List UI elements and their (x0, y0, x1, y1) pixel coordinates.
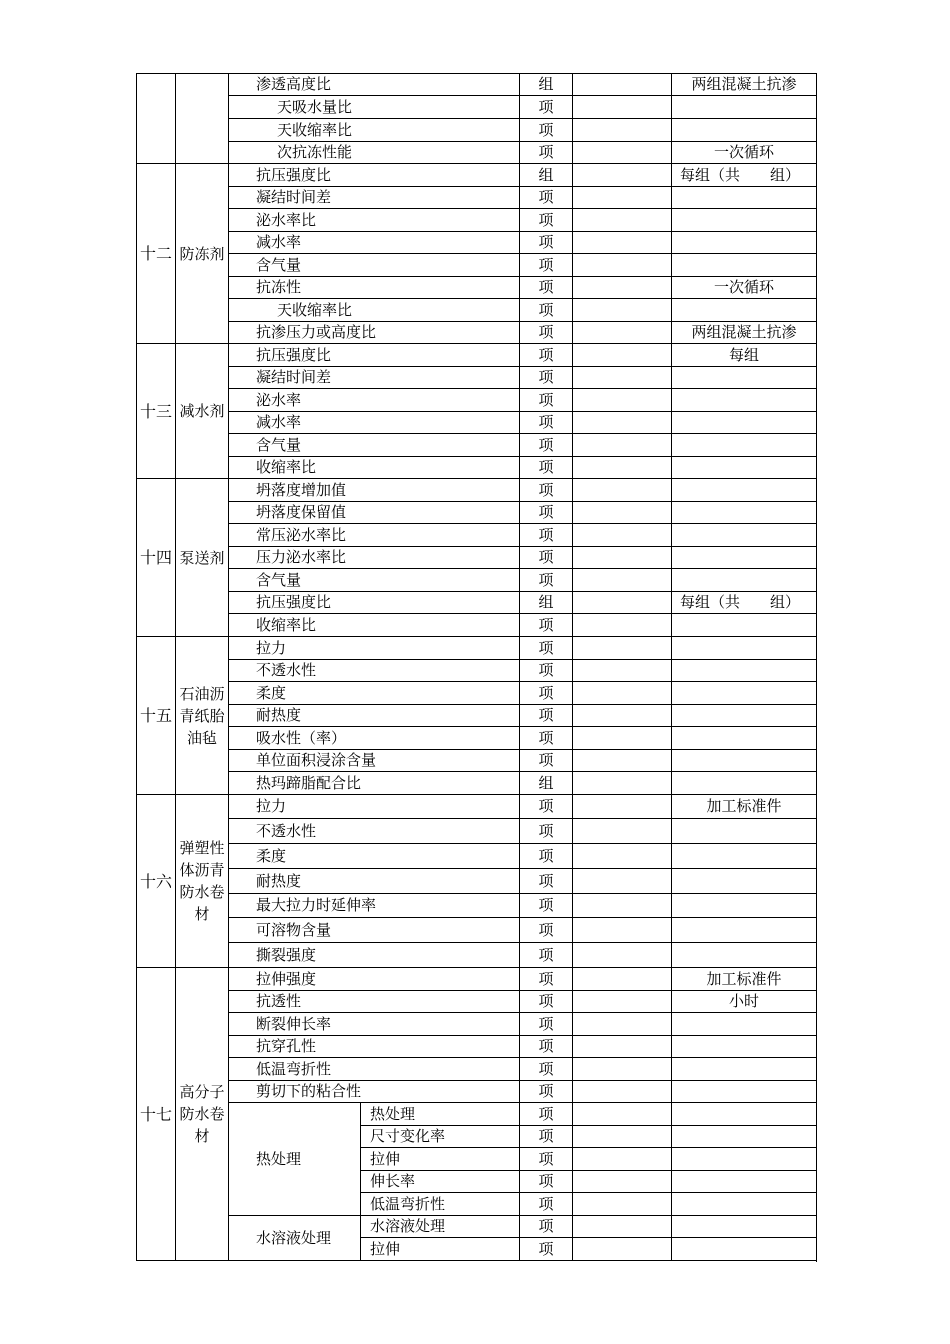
item-name: 泌水率 (229, 389, 520, 412)
item-name: 热玛蹄脂配合比 (229, 772, 520, 795)
item-name: 耐热度 (229, 705, 520, 727)
quantity-cell (573, 389, 672, 412)
item-name: 凝结时间差 (229, 187, 520, 209)
unit-cell: 项 (520, 1081, 573, 1103)
group-number: 十七 (137, 968, 176, 1261)
item-name: 低温弯折性 (229, 1058, 520, 1081)
table-row (137, 209, 817, 232)
remark-cell: 每组 (672, 344, 817, 367)
quantity-cell (573, 434, 672, 457)
remark-cell (672, 547, 817, 569)
remark-cell: 小时 (672, 991, 817, 1013)
unit-cell: 项 (520, 682, 573, 705)
quantity-cell (573, 943, 672, 968)
item-name: 抗压强度比 (229, 592, 520, 614)
table-row (137, 74, 817, 96)
unit-cell: 项 (520, 277, 573, 299)
item-name: 不透水性 (229, 819, 520, 844)
unit-cell: 项 (520, 479, 573, 502)
subgroup-label: 水溶液处理 (229, 1216, 361, 1261)
unit-cell: 项 (520, 1126, 573, 1148)
quantity-cell (573, 277, 672, 299)
quantity-cell (573, 844, 672, 869)
unit-cell: 项 (520, 187, 573, 209)
remark-cell (672, 637, 817, 660)
table-row (137, 569, 817, 592)
table-row (137, 750, 817, 772)
unit-cell: 项 (520, 502, 573, 524)
unit-cell: 项 (520, 660, 573, 682)
quantity-cell (573, 344, 672, 367)
table-row (137, 819, 817, 844)
remark-cell (672, 727, 817, 750)
unit-cell: 组 (520, 772, 573, 795)
quantity-cell (573, 96, 672, 119)
sub-item-name: 拉伸 (361, 1238, 520, 1261)
group-number: 十五 (137, 637, 176, 795)
unit-cell: 组 (520, 592, 573, 614)
sub-item-name: 伸长率 (361, 1171, 520, 1193)
unit-cell: 项 (520, 322, 573, 344)
unit-cell: 项 (520, 819, 573, 844)
unit-cell: 项 (520, 232, 573, 254)
sub-item-name: 低温弯折性 (361, 1193, 520, 1216)
sub-item-name: 拉伸 (361, 1148, 520, 1171)
item-name: 坍落度增加值 (229, 479, 520, 502)
table-row (137, 434, 817, 457)
remark-cell (672, 457, 817, 479)
item-name: 常压泌水率比 (229, 524, 520, 547)
right-border-line (816, 73, 817, 1262)
unit-cell: 项 (520, 637, 573, 660)
table-row (137, 277, 817, 299)
quantity-cell (573, 367, 672, 389)
item-name: 凝结时间差 (229, 367, 520, 389)
remark-cell (672, 1036, 817, 1058)
remark-cell (672, 119, 817, 142)
unit-cell: 项 (520, 943, 573, 968)
unit-cell: 项 (520, 918, 573, 943)
unit-cell: 项 (520, 254, 573, 277)
quantity-cell (573, 1193, 672, 1216)
quantity-cell (573, 457, 672, 479)
quantity-cell (573, 254, 672, 277)
item-name: 天收缩率比 (229, 299, 520, 322)
remark-cell (672, 434, 817, 457)
unit-cell: 项 (520, 614, 573, 637)
item-name: 次抗冻性能 (229, 142, 520, 164)
remark-cell (672, 750, 817, 772)
remark-cell (672, 894, 817, 918)
item-name: 断裂伸长率 (229, 1013, 520, 1036)
quantity-cell (573, 142, 672, 164)
remark-cell (672, 1081, 817, 1103)
remark-cell (672, 232, 817, 254)
unit-cell: 项 (520, 1036, 573, 1058)
table-row (137, 772, 817, 795)
quantity-cell (573, 660, 672, 682)
table-row (137, 1013, 817, 1036)
item-name: 柔度 (229, 844, 520, 869)
item-name: 拉力 (229, 637, 520, 660)
table-row (137, 142, 817, 164)
unit-cell: 项 (520, 991, 573, 1013)
item-name: 撕裂强度 (229, 943, 520, 968)
quantity-cell (573, 819, 672, 844)
unit-cell: 项 (520, 209, 573, 232)
remark-cell: 加工标准件 (672, 795, 817, 819)
remark-cell (672, 1013, 817, 1036)
quantity-cell (573, 991, 672, 1013)
remark-cell (672, 869, 817, 894)
quantity-cell (573, 968, 672, 991)
unit-cell: 项 (520, 1148, 573, 1171)
table-row (137, 1081, 817, 1103)
quantity-cell (573, 772, 672, 795)
item-name: 拉力 (229, 795, 520, 819)
item-name: 抗冻性 (229, 277, 520, 299)
quantity-cell (573, 569, 672, 592)
item-name: 含气量 (229, 254, 520, 277)
group-category: 减水剂 (176, 344, 229, 479)
unit-cell: 项 (520, 389, 573, 412)
remark-cell (672, 524, 817, 547)
unit-cell: 项 (520, 434, 573, 457)
remark-cell (672, 1238, 817, 1261)
group-category: 弹塑性体沥青防水卷材 (176, 795, 229, 968)
remark-cell (672, 187, 817, 209)
remark-cell (672, 1126, 817, 1148)
item-name: 渗透高度比 (229, 74, 520, 96)
remark-cell (672, 705, 817, 727)
unit-cell: 项 (520, 119, 573, 142)
remark-cell (672, 209, 817, 232)
table-row (137, 299, 817, 322)
item-name: 抗压强度比 (229, 164, 520, 187)
table-row (137, 795, 817, 819)
remark-cell (672, 1148, 817, 1171)
quantity-cell (573, 614, 672, 637)
unit-cell: 项 (520, 705, 573, 727)
item-name: 抗压强度比 (229, 344, 520, 367)
quantity-cell (573, 750, 672, 772)
table-row (137, 682, 817, 705)
quantity-cell (573, 412, 672, 434)
unit-cell: 项 (520, 96, 573, 119)
unit-cell: 项 (520, 299, 573, 322)
quantity-cell (573, 74, 672, 96)
quantity-cell (573, 479, 672, 502)
table-row (137, 727, 817, 750)
unit-cell: 组 (520, 74, 573, 96)
table-row (137, 524, 817, 547)
quantity-cell (573, 1013, 672, 1036)
remark-cell (672, 943, 817, 968)
table-row (137, 96, 817, 119)
item-name: 收缩率比 (229, 457, 520, 479)
subgroup-label: 热处理 (229, 1103, 361, 1216)
test-items-table (136, 73, 817, 1261)
unit-cell: 项 (520, 1193, 573, 1216)
remark-cell (672, 502, 817, 524)
unit-cell: 项 (520, 524, 573, 547)
group-category: 高分子防水卷材 (176, 968, 229, 1261)
group-category: 泵送剂 (176, 479, 229, 637)
quantity-cell (573, 1238, 672, 1261)
unit-cell: 项 (520, 1171, 573, 1193)
group-category: 石油沥青纸胎油毡 (176, 637, 229, 795)
unit-cell: 项 (520, 1238, 573, 1261)
remark-cell: 每组（共 组） (672, 164, 817, 187)
item-name: 柔度 (229, 682, 520, 705)
quantity-cell (573, 894, 672, 918)
item-name: 抗渗压力或高度比 (229, 322, 520, 344)
quantity-cell (573, 705, 672, 727)
remark-cell (672, 479, 817, 502)
table-row (137, 119, 817, 142)
remark-cell (672, 660, 817, 682)
group-number: 十六 (137, 795, 176, 968)
table-row (137, 254, 817, 277)
item-name: 可溶物含量 (229, 918, 520, 943)
group-number: 十二 (137, 164, 176, 344)
quantity-cell (573, 547, 672, 569)
remark-cell: 两组混凝土抗渗 (672, 74, 817, 96)
table-row (137, 869, 817, 894)
remark-cell (672, 1103, 817, 1126)
table-row (137, 894, 817, 918)
remark-cell: 加工标准件 (672, 968, 817, 991)
remark-cell (672, 1171, 817, 1193)
item-name: 天收缩率比 (229, 119, 520, 142)
unit-cell: 项 (520, 727, 573, 750)
sub-item-name: 尺寸变化率 (361, 1126, 520, 1148)
quantity-cell (573, 869, 672, 894)
remark-cell: 每组（共 组） (672, 592, 817, 614)
table-row (137, 344, 817, 367)
group-number (137, 74, 176, 164)
table-row (137, 232, 817, 254)
unit-cell: 项 (520, 869, 573, 894)
table-row (137, 844, 817, 869)
quantity-cell (573, 1216, 672, 1238)
remark-cell (672, 1216, 817, 1238)
remark-cell (672, 254, 817, 277)
unit-cell: 项 (520, 1103, 573, 1126)
table-row (137, 1036, 817, 1058)
item-name: 抗穿孔性 (229, 1036, 520, 1058)
quantity-cell (573, 727, 672, 750)
table-row (137, 457, 817, 479)
quantity-cell (573, 592, 672, 614)
remark-cell (672, 299, 817, 322)
remark-cell (672, 412, 817, 434)
group-number: 十四 (137, 479, 176, 637)
group-category: 防冻剂 (176, 164, 229, 344)
quantity-cell (573, 322, 672, 344)
unit-cell: 项 (520, 412, 573, 434)
quantity-cell (573, 299, 672, 322)
remark-cell: 一次循环 (672, 277, 817, 299)
sub-item-name: 热处理 (361, 1103, 520, 1126)
remark-cell: 两组混凝土抗渗 (672, 322, 817, 344)
unit-cell: 项 (520, 569, 573, 592)
remark-cell (672, 614, 817, 637)
item-name: 含气量 (229, 569, 520, 592)
item-name: 吸水性（率） (229, 727, 520, 750)
item-name: 最大拉力时延伸率 (229, 894, 520, 918)
unit-cell: 项 (520, 894, 573, 918)
quantity-cell (573, 1081, 672, 1103)
quantity-cell (573, 164, 672, 187)
quantity-cell (573, 232, 672, 254)
quantity-cell (573, 637, 672, 660)
table-row (137, 637, 817, 660)
quantity-cell (573, 918, 672, 943)
quantity-cell (573, 502, 672, 524)
table-row (137, 1103, 817, 1126)
item-name: 减水率 (229, 232, 520, 254)
unit-cell: 组 (520, 164, 573, 187)
quantity-cell (573, 1058, 672, 1081)
unit-cell: 项 (520, 968, 573, 991)
remark-cell (672, 682, 817, 705)
table-row (137, 164, 817, 187)
quantity-cell (573, 209, 672, 232)
table-row (137, 943, 817, 968)
item-name: 拉伸强度 (229, 968, 520, 991)
item-name: 不透水性 (229, 660, 520, 682)
remark-cell (672, 1058, 817, 1081)
unit-cell: 项 (520, 142, 573, 164)
remark-cell (672, 918, 817, 943)
sub-item-name: 水溶液处理 (361, 1216, 520, 1238)
item-name: 压力泌水率比 (229, 547, 520, 569)
unit-cell: 项 (520, 367, 573, 389)
quantity-cell (573, 1103, 672, 1126)
unit-cell: 项 (520, 1058, 573, 1081)
unit-cell: 项 (520, 1216, 573, 1238)
table-row (137, 479, 817, 502)
item-name: 收缩率比 (229, 614, 520, 637)
table-row (137, 592, 817, 614)
quantity-cell (573, 1036, 672, 1058)
quantity-cell (573, 682, 672, 705)
remark-cell: 一次循环 (672, 142, 817, 164)
group-category (176, 74, 229, 164)
item-name: 抗透性 (229, 991, 520, 1013)
remark-cell (672, 569, 817, 592)
remark-cell (672, 389, 817, 412)
unit-cell: 项 (520, 457, 573, 479)
unit-cell: 项 (520, 547, 573, 569)
table-row (137, 547, 817, 569)
remark-cell (672, 844, 817, 869)
table-row (137, 187, 817, 209)
table-row (137, 660, 817, 682)
item-name: 泌水率比 (229, 209, 520, 232)
table-row (137, 412, 817, 434)
table-row (137, 502, 817, 524)
item-name: 单位面积浸涂含量 (229, 750, 520, 772)
quantity-cell (573, 795, 672, 819)
remark-cell (672, 96, 817, 119)
test-items-table-container (136, 73, 817, 1261)
unit-cell: 项 (520, 1013, 573, 1036)
item-name: 剪切下的粘合性 (229, 1081, 520, 1103)
item-name: 坍落度保留值 (229, 502, 520, 524)
table-row (137, 705, 817, 727)
quantity-cell (573, 119, 672, 142)
table-row (137, 614, 817, 637)
table-row (137, 389, 817, 412)
item-name: 减水率 (229, 412, 520, 434)
table-row (137, 1058, 817, 1081)
quantity-cell (573, 524, 672, 547)
table-row (137, 367, 817, 389)
remark-cell (672, 819, 817, 844)
table-row (137, 1216, 817, 1238)
quantity-cell (573, 1148, 672, 1171)
table-row (137, 918, 817, 943)
remark-cell (672, 1193, 817, 1216)
remark-cell (672, 772, 817, 795)
item-name: 天吸水量比 (229, 96, 520, 119)
quantity-cell (573, 187, 672, 209)
table-row (137, 322, 817, 344)
quantity-cell (573, 1126, 672, 1148)
group-number: 十三 (137, 344, 176, 479)
table-row (137, 991, 817, 1013)
unit-cell: 项 (520, 844, 573, 869)
unit-cell: 项 (520, 795, 573, 819)
unit-cell: 项 (520, 344, 573, 367)
item-name: 耐热度 (229, 869, 520, 894)
item-name: 含气量 (229, 434, 520, 457)
unit-cell: 项 (520, 750, 573, 772)
remark-cell (672, 367, 817, 389)
quantity-cell (573, 1171, 672, 1193)
table-row (137, 968, 817, 991)
